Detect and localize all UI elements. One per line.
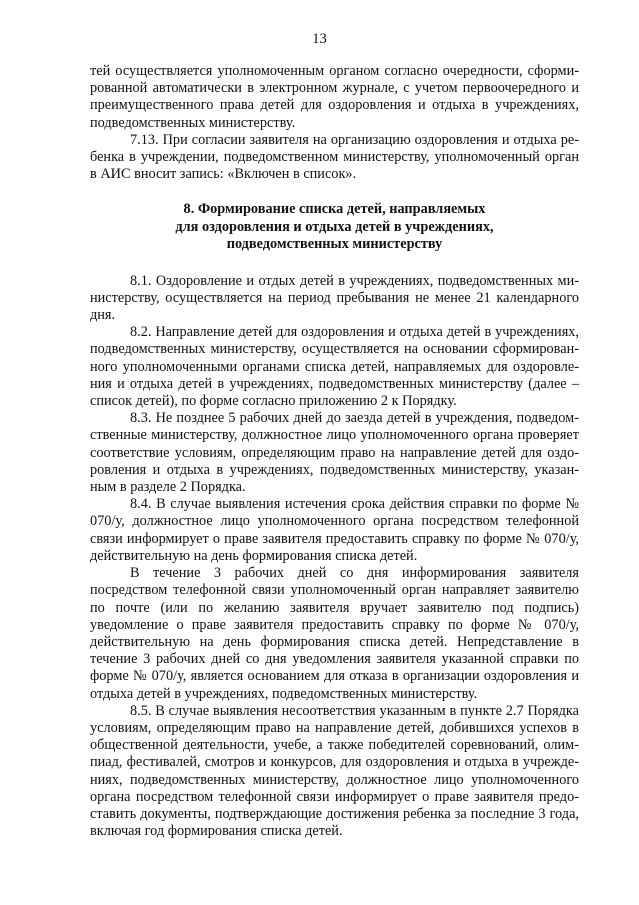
paragraph-8-4-continued: В течение 3 рабочих дней со дня информирования заявителя посредством телефонной связи уполномоченный орган направляет заявителю по почте (или по желанию заявителя вручает заявителю под подпись) уведомление о праве заявителя предоставить справку по форме № 070/у, действительную на день формирования списка детей. Непредставление в течение 3 рабочих дней со дня уведомления заявителя указанной справки по форме № 070/у, является основанием для отказа в организации оздоровления и отдыха детей в учреждениях, подведомственных министерству.	[90, 565, 579, 702]
paragraph-8-4: 8.4. В случае выявления истечения срока действия справки по форме № 070/у, должностное лицо уполномоченного органа посредством телефонной связи информирует о праве заявителя предоставить справку по форме № 070/у, действительную на день формирования списка детей.	[90, 496, 579, 564]
paragraph-8-1: 8.1. Оздоровление и отдых детей в учреждениях, подведомственных министерству, осуществляется на период пребывания не менее 21 календарного дня.	[90, 272, 579, 324]
paragraph-continuation: тей осуществляется уполномоченным органом согласно очередности, сформированной автоматически в электронном журнале, с учетом первоочередного и преимущественного права детей для оздоровления и отдыха в учреждениях, подведомственных министерству.	[90, 63, 579, 131]
paragraph-7-13: 7.13. При согласии заявителя на организацию оздоровления и отдыха ребенка в учреждении, подведомственном министерству, уполномоченный орган в АИС вносит запись: «Включен в список».	[90, 131, 579, 183]
paragraph-8-2: 8.2. Направление детей для оздоровления и отдыха детей в учреждениях, подведомственных министерству, осуществляется на основании сформированного уполномоченными органами списка детей, направляемых для оздоровления и отдыха детей в учреждениях, подведомственных министерству (далее – список детей), по форме согласно приложению 2 к Порядку.	[90, 324, 579, 410]
paragraph-8-5: 8.5. В случае выявления несоответствия указанным в пункте 2.7 Порядка условиям, определяющим право на направление детей, добившихся успехов в общественной деятельности, учебе, а также победителей соревнований, олимпиад, фестивалей, смотров и конкурсов, для оздоровления и отдыха в учреждениях, подведомственных министерству, должностное лицо уполномоченного органа посредством телефонной связи информирует о праве заявителя предоставить документы, подтверждающие достижения ребенка за последние 3 года, включая год формирования списка детей.	[90, 702, 579, 840]
document-body	[90, 63, 579, 840]
section-heading	[90, 201, 579, 253]
page-number: 13	[312, 31, 327, 47]
paragraph-8-3: 8.3. Не позднее 5 рабочих дней до заезда детей в учреждения, подведомственные министерству, должностное лицо уполномоченного органа проверяет соответствие условиям, определяющим право на направление детей для оздоровления и отдыха в учреждениях, подведомственных министерству, указанным в разделе 2 Порядка.	[90, 410, 579, 496]
section-heading-line-3: подведомственных министерству	[226, 236, 443, 253]
section-heading-line-1: 8. Формирование списка детей, направляемых	[183, 201, 486, 218]
section-heading-line-2: для оздоровления и отдыха детей в учреждениях,	[175, 218, 494, 235]
